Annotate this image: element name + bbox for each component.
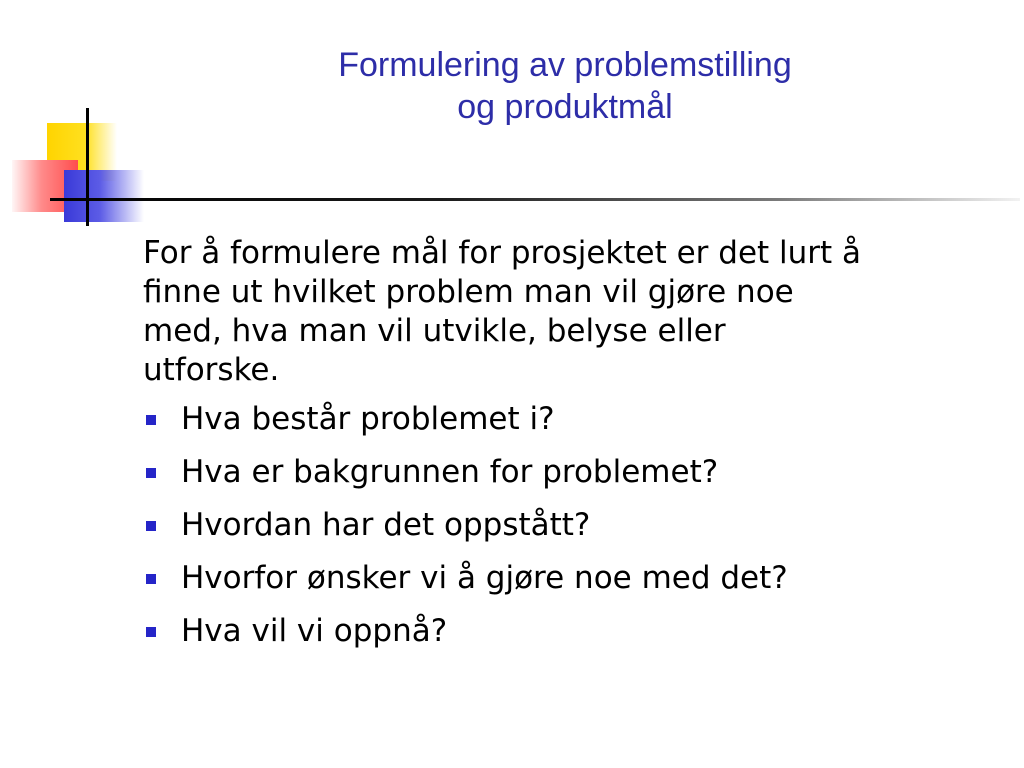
bullet-item	[143, 506, 983, 545]
square-bullet-icon	[146, 627, 156, 637]
vertical-line-shape	[86, 108, 89, 226]
slide-title-line-1: Formulering av problemstilling	[338, 46, 792, 84]
bullet-text: Hva vil vi oppnå?	[181, 613, 448, 649]
intro-paragraph	[143, 234, 983, 390]
bullet-text: Hvorfor ønsker vi å gjøre noe med det?	[181, 560, 788, 596]
slide-title-line-2: og produktmål	[457, 88, 673, 126]
bullet-list	[143, 400, 983, 651]
slide-logo-decoration	[0, 0, 220, 240]
bullet-item	[143, 453, 983, 492]
intro-line-2: finne ut hvilket problem man vil gjøre noe	[143, 274, 794, 310]
bullet-text: Hvordan har det oppstått?	[181, 507, 591, 543]
square-bullet-icon	[146, 521, 156, 531]
bullet-text: Hva er bakgrunnen for problemet?	[181, 454, 719, 490]
slide-body	[143, 234, 983, 665]
intro-line-1: For å formulere mål for prosjektet er det lurt å	[143, 235, 862, 271]
intro-line-3: med, hva man vil utvikle, belyse eller	[143, 313, 726, 349]
slide-title	[190, 44, 940, 128]
square-bullet-icon	[146, 468, 156, 478]
bullet-item	[143, 612, 983, 651]
square-bullet-icon	[146, 415, 156, 425]
blue-square-shape	[64, 170, 144, 222]
bullet-item	[143, 559, 983, 598]
bullet-text: Hva består problemet i?	[181, 401, 555, 437]
bullet-item	[143, 400, 983, 439]
intro-line-4: utforske.	[143, 352, 280, 388]
square-bullet-icon	[146, 574, 156, 584]
title-divider-line	[50, 198, 1020, 201]
